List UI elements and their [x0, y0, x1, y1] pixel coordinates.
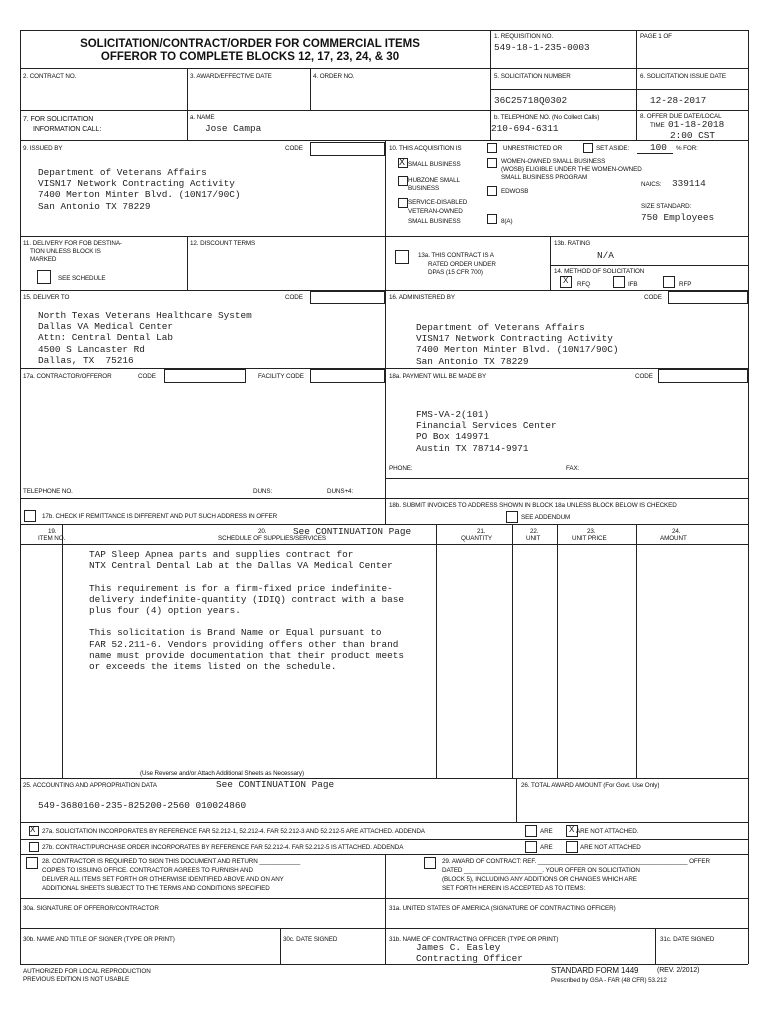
rule: [280, 928, 281, 964]
requisition-no-label: 1. REQUISITION NO.: [494, 33, 554, 40]
signer-30b-label: 30b. NAME AND TITLE OF SIGNER (TYPE OR PRINT): [23, 936, 175, 943]
see-schedule-label: SEE SCHEDULE: [58, 275, 106, 282]
clause-29-checkbox[interactable]: [424, 857, 436, 869]
rated-order-label-3: DPAS (15 CFR 700): [428, 269, 483, 276]
rule: [62, 524, 63, 778]
edwosb-label: EDWOSB: [501, 188, 529, 195]
clause-28-line3: DELIVER ALL ITEMS SET FORTH OR OTHERWISE IDENTIFIED ABOVE AND ON ANY: [42, 876, 284, 883]
deliver-to-label: 15. DELIVER TO: [23, 294, 70, 301]
issued-by-label: 9. ISSUED BY: [23, 145, 63, 152]
accounting-label: 25. ACCOUNTING AND APPROPRIATION DATA: [23, 782, 157, 789]
rule: [20, 524, 748, 525]
clause-27a-mark: X: [30, 825, 36, 834]
wosb-label-1: WOMEN-OWNED SMALL BUSINESS: [501, 158, 606, 165]
rule: [385, 140, 386, 524]
solicitation-no-value[interactable]: 36C25718Q0302: [494, 95, 568, 106]
small-business-mark: X: [399, 157, 405, 167]
signature-30a-label: 30a. SIGNATURE OF OFFEROR/CONTRACTOR: [23, 905, 159, 912]
issue-date-value[interactable]: 12-28-2017: [650, 95, 707, 106]
rule: [187, 236, 188, 290]
clause-29-line3: (BLOCK 5), INCLUDING ANY ADDITIONS OR CHANGES WHICH ARE: [442, 876, 637, 883]
clause-29-line2: DATED _______________________. YOUR OFFER ON SOLICITATION: [442, 867, 640, 874]
issued-by-code-label: CODE: [285, 145, 303, 152]
method-label: 14. METHOD OF SOLICITATION: [554, 268, 645, 275]
payment-address[interactable]: FMS-VA-2(101) Financial Services Center PO Box 149971 Austin TX 78714-9971: [416, 409, 557, 454]
rule: [636, 524, 637, 778]
unrestricted-label: UNRESTRICTED OR: [503, 145, 563, 152]
rfp-checkbox[interactable]: [663, 276, 675, 288]
ifb-checkbox[interactable]: [613, 276, 625, 288]
reverse-note: (Use Reverse and/or Attach Additional Sheets as Necessary): [140, 770, 304, 777]
clause-27a-are-not-label: ARE NOT ATTACHED.: [576, 828, 639, 835]
prescribed-by: Prescribed by GSA - FAR (48 CFR) 53.212: [551, 977, 667, 984]
administered-by-address[interactable]: Department of Veterans Affairs VISN17 Network Contracting Activity 7400 Merton Minter Blvd. (10N17/90C) San Antonio TX 78229: [416, 322, 619, 367]
acquisition-label: 10. THIS ACQUISITION IS: [389, 145, 462, 152]
rfp-label: RFP: [679, 281, 692, 288]
requisition-no-value[interactable]: 549-18-1-235-0003: [494, 42, 590, 53]
rule: [550, 236, 551, 290]
name-value[interactable]: Jose Campa: [205, 123, 262, 134]
clause-27a-are-label: ARE: [540, 828, 553, 835]
small-business-label: SMALL BUSINESS: [408, 161, 461, 168]
col22-label: UNIT: [526, 535, 541, 542]
form-title-line2: OFFEROR TO COMPLETE BLOCKS 12, 17, 23, 24, & 30: [100, 51, 400, 63]
signature-31a-label: 31a. UNITED STATES OF AMERICA (SIGNATURE OF CONTRACTING OFFICER): [389, 905, 616, 912]
offer-due-label-2: TIME: [650, 122, 665, 129]
remittance-label: 17b. CHECK IF REMITTANCE IS DIFFERENT AND PUT SUCH ADDRESS IN OFFER: [42, 513, 278, 520]
rule: [550, 265, 748, 266]
facility-code-label: FACILITY CODE: [258, 373, 304, 380]
col24-label: AMOUNT: [660, 535, 687, 542]
col20-num: 20.: [258, 528, 267, 535]
clause-27b-are-label: ARE: [540, 844, 553, 851]
offer-due-label-1: 8. OFFER DUE DATE/LOCAL: [640, 113, 722, 120]
col21-num: 21.: [477, 528, 486, 535]
unrestricted-checkbox[interactable]: [487, 143, 497, 153]
officer-31b-value[interactable]: James C. Easley Contracting Officer: [416, 942, 523, 964]
sdvosb-label-1: SERVICE-DISABLED: [408, 199, 468, 206]
col20-note: See CONTINUATION Page: [293, 526, 412, 537]
solicitation-no-label: 5. SOLICITATION NUMBER: [494, 73, 571, 80]
rated-order-label-2: RATED ORDER UNDER: [428, 261, 496, 268]
clause-27a-are-checkbox[interactable]: [525, 825, 537, 837]
col23-num: 23.: [587, 528, 596, 535]
duns4-label: DUNS+4:: [327, 488, 354, 495]
size-standard-value[interactable]: 750 Employees: [641, 212, 715, 223]
edwosb-checkbox[interactable]: [487, 186, 497, 196]
rule: [385, 854, 386, 964]
schedule-description[interactable]: TAP Sleep Apnea parts and supplies contract for NTX Central Dental Lab at the Dallas VA Medical Center This requirement is for a firm-fixed price indefinite- delivery indefinite-quantity (IDIQ) contract with a base plus four (4) option years. This solicitation is Brand Name or Equal pursuant to FAR 52.211-6. Vendors providing offers other than brand name must provide documentation that their product meets or exceeds the items listed on the schedule.: [89, 549, 405, 673]
total-award-label: 26. TOTAL AWARD AMOUNT (For Govt. Use Only): [521, 782, 660, 789]
rule: [655, 928, 656, 964]
wosb-checkbox[interactable]: [487, 158, 497, 168]
rule: [20, 898, 748, 899]
clause-28-checkbox[interactable]: [26, 857, 38, 869]
payment-code-label: CODE: [635, 373, 653, 380]
contractor-label: 17a. CONTRACTOR/OFFEROR: [23, 373, 112, 380]
offer-due-time[interactable]: 2:00 CST: [670, 130, 716, 141]
form-border-left: [20, 30, 21, 964]
clause-27b-are-checkbox[interactable]: [525, 841, 537, 853]
rule: [20, 498, 748, 499]
form-border-bottom: [20, 964, 748, 965]
rule: [20, 839, 748, 840]
rule: [512, 524, 513, 778]
date-30c-label: 30c. DATE SIGNED: [283, 936, 338, 943]
col23-label: UNIT PRICE: [572, 535, 607, 542]
clause-27a-text: 27a. SOLICITATION INCORPORATES BY REFERENCE FAR 52.212-1, 52.212-4. FAR 52.212-3 AND 52.212-5 ARE ATTACHED. ADDENDA: [42, 828, 425, 835]
clause-27a-are-not-mark: X: [569, 825, 575, 834]
percent-for-label: % FOR:: [676, 145, 698, 152]
clause-27b-are-not-checkbox[interactable]: [566, 841, 578, 853]
facility-code-field[interactable]: [310, 369, 385, 383]
col22-num: 22.: [530, 528, 539, 535]
deliver-to-address[interactable]: North Texas Veterans Healthcare System Dallas VA Medical Center Attn: Central Dental Lab 4500 S Lancaster Rd Dallas, TX 75216: [38, 310, 252, 366]
rule: [20, 68, 748, 69]
accounting-value[interactable]: 549-3680160-235-825200-2560 010024860: [38, 800, 247, 811]
rule: [187, 68, 188, 140]
remittance-checkbox[interactable]: [24, 510, 36, 522]
for-info-label-1: 7. FOR SOLICITATION: [23, 116, 94, 123]
form-name: STANDARD FORM 1449: [551, 966, 639, 975]
footer-left-1: AUTHORIZED FOR LOCAL REPRODUCTION: [23, 968, 151, 975]
rule: [20, 236, 748, 237]
clause-27b-text: 27b. CONTRACT/PURCHASE ORDER INCORPORATES BY REFERENCE FAR 52.212-4. FAR 52.212-5 IS ATTACHED. ADDENDA: [42, 844, 404, 851]
contractor-code-field[interactable]: [164, 369, 246, 383]
duns-label: DUNS:: [253, 488, 273, 495]
hubzone-label-2: BUSINESS: [408, 185, 440, 192]
rule: [20, 110, 748, 111]
see-addendum-label: SEE ADDENDUM: [521, 514, 571, 521]
clause-28-line2: COPIES TO ISSUING OFFICE. CONTRACTOR AGREES TO FURNISH AND: [42, 867, 253, 874]
sdvosb-label-2: VETERAN-OWNED: [408, 208, 463, 215]
officer-31b-label: 31b. NAME OF CONTRACTING OFFICER (TYPE OR PRINT): [389, 936, 559, 943]
delivery-label-1: 11. DELIVERY FOR FOB DESTINA-: [23, 240, 122, 247]
naics-label: NAICS:: [641, 181, 662, 188]
size-standard-label: SIZE STANDARD:: [641, 203, 692, 210]
clause-29-line1: 29. AWARD OF CONTRACT: REF. ____________________________________________ OFFER: [442, 858, 710, 865]
set-aside-percent-value: 100: [650, 142, 667, 153]
administered-by-code-field[interactable]: [668, 291, 748, 304]
col21-label: QUANTITY: [461, 535, 493, 542]
award-date-label: 3. AWARD/EFFECTIVE DATE: [190, 73, 272, 80]
deliver-to-code-field[interactable]: [310, 291, 385, 304]
rating-value[interactable]: N/A: [597, 250, 614, 261]
rated-order-label-1: 13a. THIS CONTRACT IS A: [418, 252, 494, 259]
accounting-note: See CONTINUATION Page: [216, 779, 335, 790]
rule: [557, 524, 558, 778]
name-label: a. NAME: [190, 114, 215, 121]
form-border-right: [748, 30, 749, 964]
clause-28-line4: ADDITIONAL SHEETS SUBJECT TO THE TERMS AND CONDITIONS SPECIFIED: [42, 885, 270, 892]
page-label: PAGE 1 OF: [640, 33, 672, 40]
wosb-label-2: (WOSB) ELIGIBLE UNDER THE WOMEN-OWNED: [501, 166, 642, 173]
rule: [20, 140, 748, 141]
for-info-label-2: INFORMATION CALL:: [33, 126, 102, 133]
rule: [310, 68, 311, 110]
naics-value[interactable]: 339114: [672, 178, 706, 189]
col20-label: SCHEDULE OF SUPPLIES/SERVICES: [218, 535, 326, 542]
clause-28-line1: 28. CONTRACTOR IS REQUIRED TO SIGN THIS DOCUMENT AND RETURN ____________: [42, 858, 301, 865]
delivery-label-3: MARKED: [30, 256, 57, 263]
rule: [20, 778, 748, 779]
see-addendum-checkbox[interactable]: [506, 511, 518, 523]
rated-order-checkbox[interactable]: [395, 250, 409, 264]
clause-29-line4: SET FORTH HEREIN IS ACCEPTED AS TO ITEMS:: [442, 885, 586, 892]
set-aside-label: SET ASIDE:: [596, 145, 630, 152]
rule: [20, 854, 748, 855]
payment-code-field[interactable]: [658, 369, 748, 383]
8a-label: 8(A): [501, 218, 513, 225]
wosb-label-3: SMALL BUSINESS PROGRAM: [501, 174, 588, 181]
issue-date-label: 6. SOLICITATION ISSUE DATE: [640, 73, 726, 80]
sdvosb-label-3: SMALL BUSINESS: [408, 218, 461, 225]
rule: [636, 30, 637, 140]
sdvosb-checkbox[interactable]: [398, 198, 408, 208]
form-title-line1: SOLICITATION/CONTRACT/ORDER FOR COMMERCIAL ITEMS: [80, 38, 420, 50]
footer-left-2: PREVIOUS EDITION IS NOT USABLE: [23, 976, 130, 983]
hubzone-checkbox[interactable]: [398, 176, 408, 186]
rule: [20, 822, 748, 823]
order-no-label: 4. ORDER NO.: [313, 73, 355, 80]
hubzone-label-1: HUBZONE SMALL: [408, 177, 460, 184]
fax-field-label: FAX:: [566, 465, 580, 472]
col19-label: ITEM NO.: [38, 535, 66, 542]
issued-by-address[interactable]: Department of Veterans Affairs VISN17 Network Contracting Activity 7400 Merton Minter Blvd. (10N17/90C) San Antonio TX 78229: [38, 167, 241, 212]
discount-terms-label: 12. DISCOUNT TERMS: [190, 240, 256, 247]
form-border-top: [20, 30, 748, 31]
deliver-to-code-label: CODE: [285, 294, 303, 301]
col19-num: 19.: [48, 528, 57, 535]
offer-due-date[interactable]: 01-18-2018: [668, 119, 725, 130]
form-rev: (REV. 2/2012): [657, 967, 700, 974]
payment-label: 18a. PAYMENT WILL BE MADE BY: [389, 373, 487, 380]
rule: [490, 89, 748, 90]
date-31c-label: 31c. DATE SIGNED: [660, 936, 715, 943]
rule: [385, 478, 748, 479]
8a-checkbox[interactable]: [487, 214, 497, 224]
phone-field-label: PHONE:: [389, 465, 413, 472]
administered-by-code-label: CODE: [644, 294, 662, 301]
col24-num: 24.: [672, 528, 681, 535]
contract-no-label: 2. CONTRACT NO.: [23, 73, 77, 80]
telephone-label: TELEPHONE NO.: [23, 488, 73, 495]
contractor-code-label: CODE: [138, 373, 156, 380]
rfq-label: RFQ: [577, 281, 590, 288]
issued-by-code-field[interactable]: [310, 142, 385, 156]
ifb-label: IFB: [628, 281, 638, 288]
administered-by-label: 16. ADMINISTERED BY: [389, 294, 455, 301]
phone-value[interactable]: 210-694-6311: [491, 123, 559, 134]
rule: [516, 778, 517, 822]
delivery-label-2: TION UNLESS BLOCK IS: [30, 248, 101, 255]
clause-27b-are-not-label: ARE NOT ATTACHED: [580, 844, 641, 851]
rule: [20, 544, 748, 545]
rfq-mark: X: [563, 276, 569, 285]
clause-27b-checkbox[interactable]: [29, 842, 39, 852]
rule: [436, 524, 437, 778]
invoice-label: 18b. SUBMIT INVOICES TO ADDRESS SHOWN IN BLOCK 18a UNLESS BLOCK BELOW IS CHECKED: [389, 502, 677, 509]
phone-label: b. TELEPHONE NO. (No Collect Calls): [494, 114, 600, 121]
rating-label: 13b. RATING: [554, 240, 591, 247]
rule: [20, 928, 748, 929]
set-aside-checkbox[interactable]: [583, 143, 593, 153]
see-schedule-checkbox[interactable]: [37, 270, 51, 284]
